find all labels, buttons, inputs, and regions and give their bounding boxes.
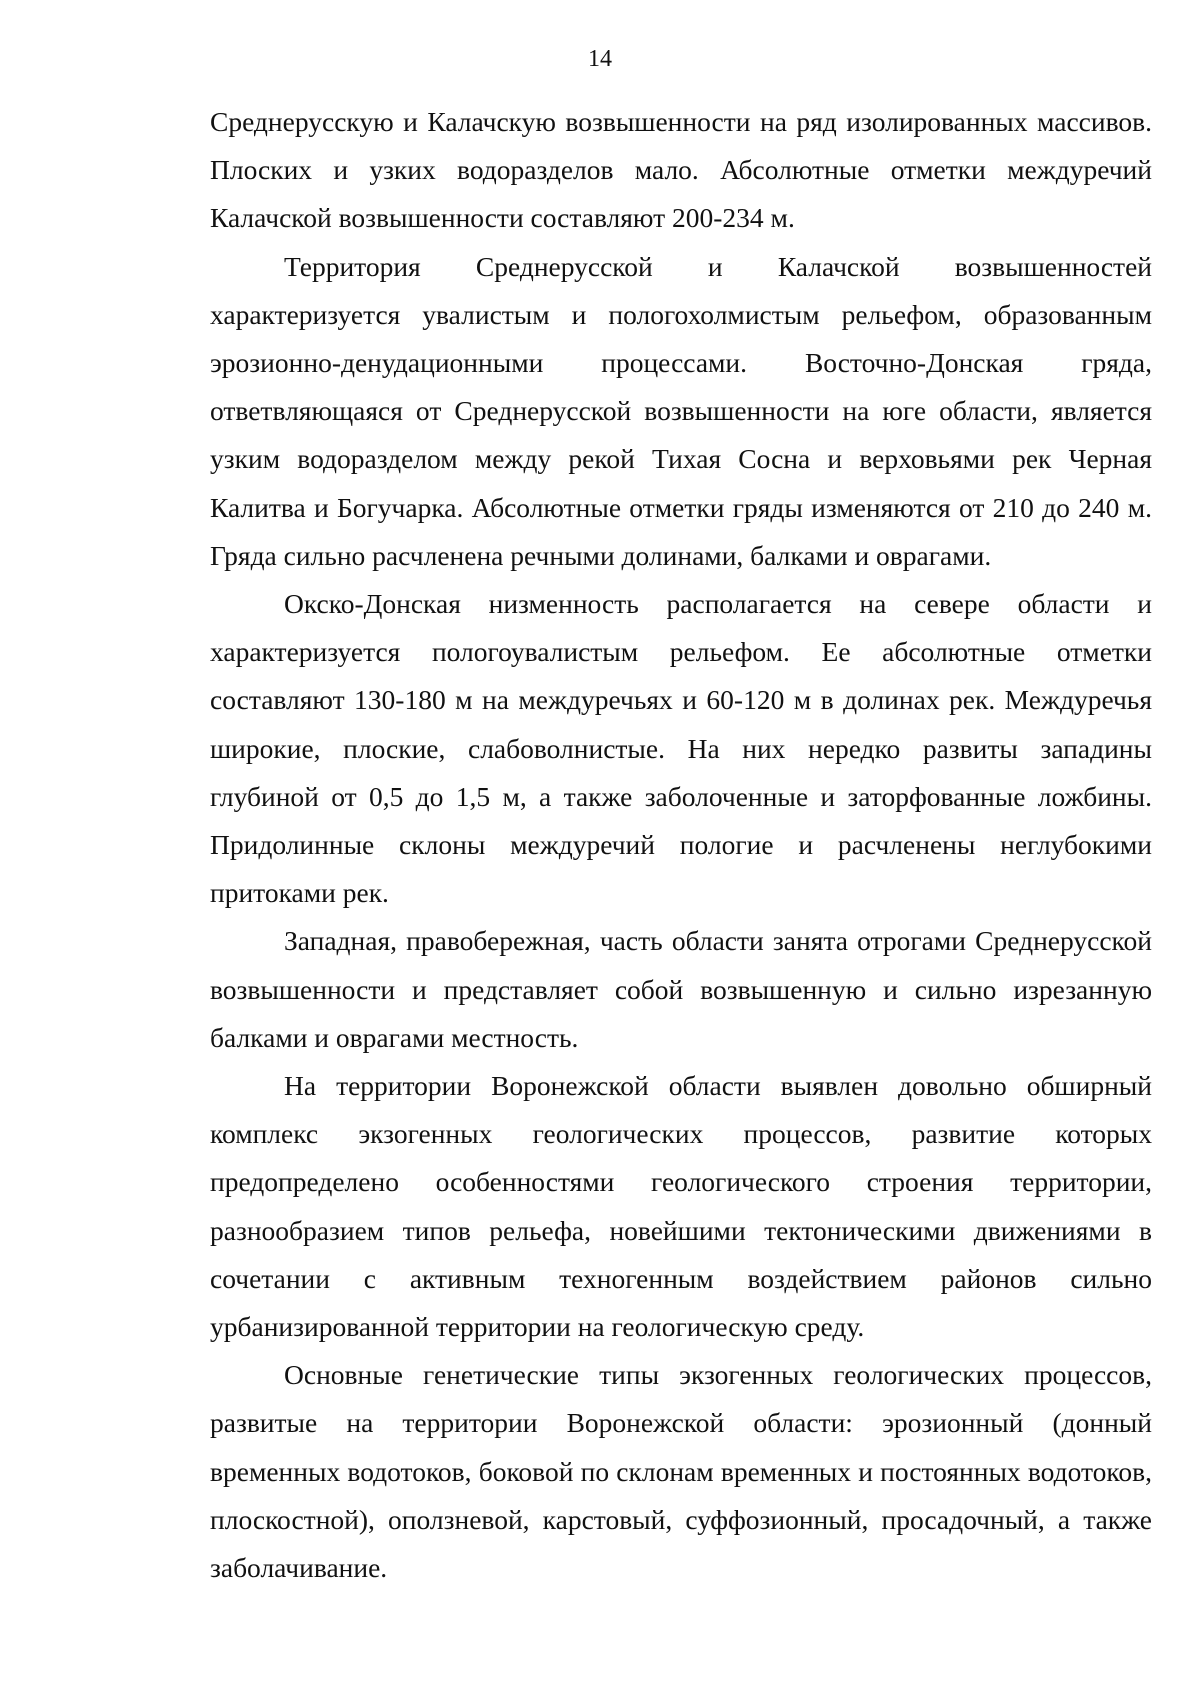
paragraph-continuation: Среднерусскую и Калачскую возвышенности на ряд изолированных массивов. Плоских и узких водоразделов мало. Абсолютные отметки междуречий Калачской возвышенности составляют 200-234 м. xyxy=(210,106,1152,234)
paragraph-genetic-types: Основные генетические типы экзогенных геологических процессов, развитые на территории Воронежской области: эрозионный (донный временных водотоков, боковой по склонам временных и постоянных водотоков, плоскостной), оползневой, карстовый, суффозионный, просадочный, а также заболачивание. xyxy=(210,1359,1152,1584)
paragraph-oka-don-lowland: Окско-Донская низменность располагается на севере области и характеризуется пологоувалистым рельефом. Ее абсолютные отметки составляют 130-180 м на междуречьях и 60-120 м в долинах рек. Междуречья широкие, плоские, слабоволнистые. На них нередко развиты западины глубиной от 0,5 до 1,5 м, а также заболоченные и заторфованные ложбины. Придолинные склоны междуречий пологие и расчленены неглубокими притоками рек. xyxy=(210,588,1152,909)
paragraph-upland-relief: Территория Среднерусской и Калачской возвышенностей характеризуется увалистым и пологохолмистым рельефом, образованным эрозионно-денудационными процессами. Восточно-Донская гряда, ответвляющаяся от Среднерусской возвышенности на юге области, является узким водоразделом между рекой Тихая Сосна и верховьями рек Черная Калитва и Богучарка. Абсолютные отметки гряды изменяются от 210 до 240 м. Гряда сильно расчленена речными долинами, балками и оврагами. xyxy=(210,250,1152,571)
page-number: 14 xyxy=(588,46,612,72)
paragraph-exogenous-processes: На территории Воронежской области выявлен довольно обширный комплекс экзогенных геологических процессов, развитие которых предопределено особенностями геологического строения территории, разнообразием типов рельефа, новейшими тектоническими движениями в сочетании с активным техногенным воздействием районов сильно урбанизированной территории на геологическую среду. xyxy=(210,1070,1152,1343)
paragraph-western-part: Западная, правобережная, часть области занята отрогами Среднерусской возвышенности и представляет собой возвышенную и сильно изрезанную балками и оврагами местность. xyxy=(210,925,1152,1053)
document-body xyxy=(210,98,1152,1592)
